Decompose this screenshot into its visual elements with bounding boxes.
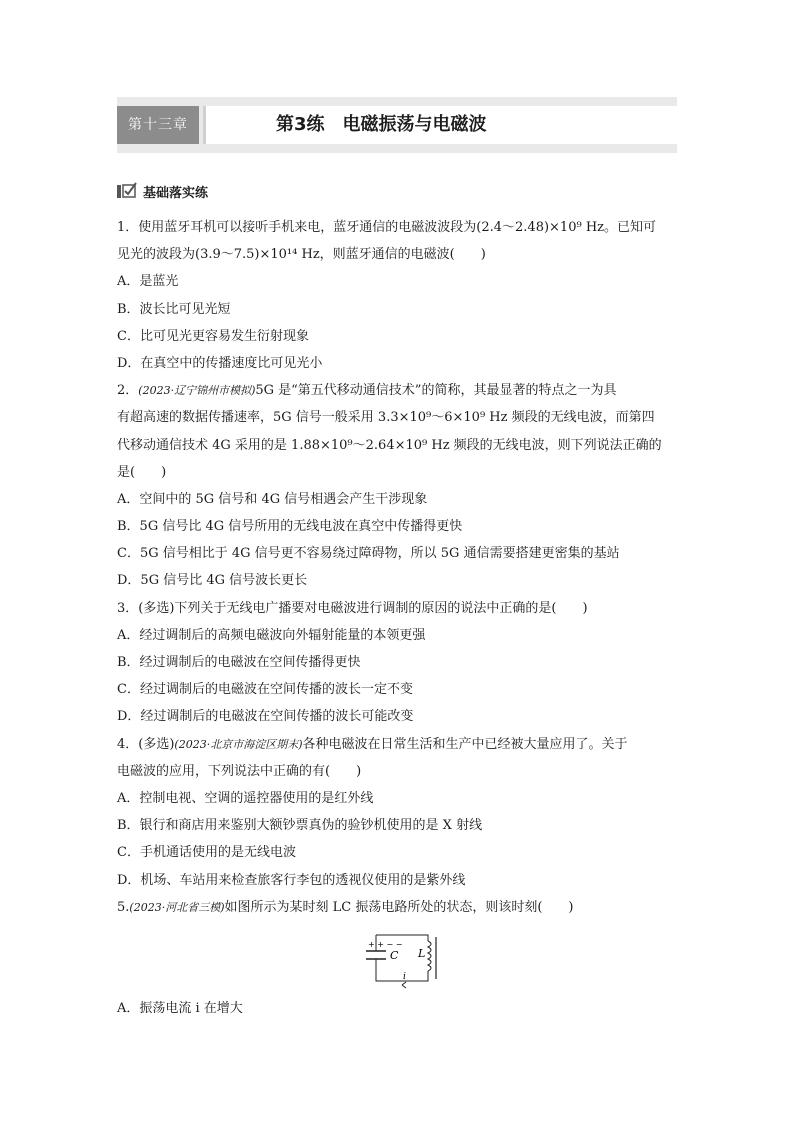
chapter-header: [117, 97, 677, 153]
q1-line-2: 见光的波段为(3.9～7.5)×10¹⁴ Hz，则蓝牙通信的电磁波( ): [117, 247, 486, 263]
q1-option-a: A．是蓝光: [117, 274, 179, 290]
q2-option-c: C．5G 信号相比于 4G 信号更不容易绕过障碍物，所以 5G 通信需要搭建更密集的基站: [117, 546, 620, 562]
q5-option-a: A．振荡电流 i 在增大: [117, 1000, 243, 1016]
inductor-label: L: [418, 946, 426, 960]
q5-line-1: [117, 894, 682, 921]
q4-option-b: B．银行和商店用来鉴别大额钞票真伪的验钞机使用的是 X 射线: [117, 818, 483, 834]
q3-option-d: D．经过调制后的电磁波在空间传播的波长可能改变: [117, 709, 414, 725]
q1-line-1: 1．使用蓝牙耳机可以接听手机来电，蓝牙通信的电磁波波段为(2.4～2.48)×10⁹ Hz。已知可: [117, 220, 656, 235]
current-label: i: [403, 971, 406, 982]
plate-signs: + + − −: [368, 939, 403, 949]
q2-option-d: D．5G 信号比 4G 信号波长更长: [117, 573, 308, 589]
q3-line-1: 3．(多选)下列关于无线电广播要对电磁波进行调制的原因的说法中正确的是( ): [117, 600, 588, 616]
q1-option-b: B．波长比可见光短: [117, 301, 231, 317]
q2-line-1: [117, 377, 682, 404]
current-arrow: [402, 982, 406, 988]
checkbox-icon: [117, 182, 137, 200]
inductor-coil: [428, 941, 431, 971]
q2-line-4: 是( ): [117, 464, 167, 480]
q3-option-c: C．经过调制后的电磁波在空间传播的波长一定不变: [117, 682, 413, 698]
q2-line-2: 有超高速的数据传播速率，5G 信号一般采用 3.3×10⁹～6×10⁹ Hz 频段的无线电波，而第四: [117, 410, 655, 426]
q4-source: (2023·北京市海淀区期末): [174, 737, 303, 751]
lesson-title: 第3练 电磁振荡与电磁波: [276, 114, 487, 135]
q3-option-b: B．经过调制后的电磁波在空间传播得更快: [117, 655, 361, 670]
section-heading: [117, 180, 208, 202]
q5-line-1-text: 如图所示为某时刻 LC 振荡电路所处的状态，则该时刻( ): [224, 899, 574, 915]
q2-option-a: A．空间中的 5G 信号和 4G 信号相遇会产生干涉现象: [117, 491, 428, 507]
q2-line-3: 代移动通信技术 4G 采用的是 1.88×10⁹～2.64×10⁹ Hz 频段的无线电波，则下列说法正确的: [117, 437, 662, 453]
section-title: 基础落实练: [143, 185, 209, 201]
q2-source: (2023·辽宁锦州市模拟): [138, 384, 256, 398]
q4-option-a: A．控制电视、空调的遥控器使用的是红外线: [117, 790, 374, 806]
q2-number: 2．: [117, 383, 139, 399]
q5-number: 5.: [117, 899, 130, 915]
q1-option-d: D．在真空中的传播速度比可见光小: [117, 355, 323, 371]
q4-line-1: [117, 731, 682, 758]
capacitor-label: C: [390, 948, 399, 962]
q5-source: (2023·河北省三模): [129, 900, 225, 914]
q2-option-b: B．5G 信号比 4G 信号所用的无线电波在真空中传播得更快: [117, 519, 463, 535]
lc-circuit-figure: [117, 921, 682, 995]
q2-line-1-text: 5G 是“第五代移动通信技术”的简称，其最显著的特点之一为具: [255, 383, 617, 399]
title-box: [206, 106, 677, 144]
q4-option-d: D．机场、车站用来检查旅客行李包的透视仪使用的是紫外线: [117, 872, 466, 888]
q4-number: 4．(多选): [117, 736, 175, 752]
lc-circuit-diagram: [362, 925, 442, 991]
q3-option-a: A．经过调制后的高频电磁波向外辐射能量的本领更强: [117, 627, 426, 643]
q4-line-2: 电磁波的应用，下列说法中正确的有( ): [117, 763, 362, 779]
q4-line-1-text: 各种电磁波在日常生活和生产中已经被大量应用了。关于: [302, 736, 628, 752]
question-list: [117, 214, 682, 1022]
q4-option-c: C．手机通话使用的是无线电波: [117, 845, 296, 861]
chapter-tag: 第十三章: [117, 106, 199, 144]
q1-option-c: C．比可见光更容易发生衍射现象: [117, 328, 309, 344]
